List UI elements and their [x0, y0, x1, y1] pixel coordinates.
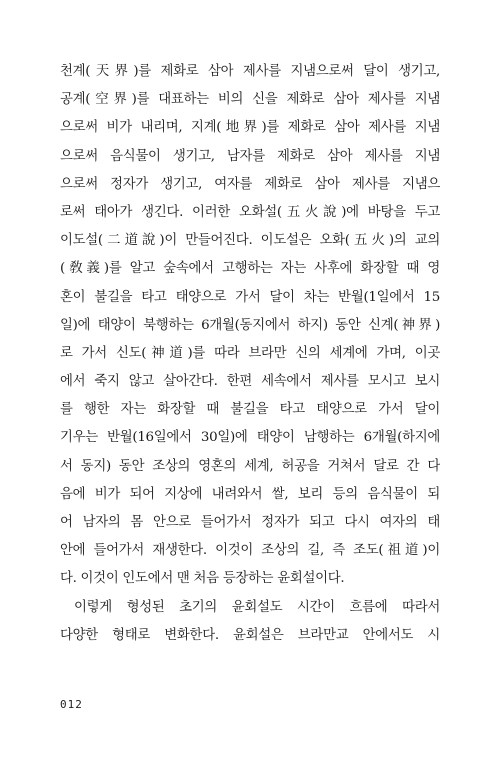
- text-line: 안에 들어가서 재생한다. 이것이 조상의 길, 즉 조도(祖道)이: [60, 543, 440, 559]
- text-line: 로써 태아가 생긴다. 이러한 오화설(五火說)에 바탕을 두고: [60, 204, 440, 220]
- text-line: 공계(空界)를 대표하는 비의 신을 제화로 삼아 제사를 지냄: [60, 92, 440, 108]
- text-line: 로 가서 신도(神道)를 따라 브라만 신의 세계에 가며, 이곳: [60, 345, 440, 361]
- text-line: 서 동지) 동안 조상의 영혼의 세계, 허공을 거쳐서 달로 간 다: [60, 458, 440, 474]
- text-line: (敎義)를 알고 숲속에서 고행하는 자는 사후에 화장할 때 영: [60, 261, 440, 277]
- text-line: 혼이 불길을 타고 태양으로 가서 달이 차는 반월(1일에서 15: [60, 289, 440, 305]
- text-line: 음에 비가 되어 지상에 내려와서 쌀, 보리 등의 음식물이 되: [60, 486, 440, 502]
- page-number: 012: [60, 698, 83, 711]
- text-line: 으로써 음식물이 생기고, 남자를 제화로 삼아 제사를 지냄: [60, 148, 440, 164]
- text-line: 으로써 비가 내리며, 지계(地界)를 제화로 삼아 제사를 지냄: [60, 120, 440, 136]
- text-line: 어 남자의 몸 안으로 들어가서 정자가 되고 다시 여자의 태: [60, 515, 440, 530]
- body-text: [60, 58, 440, 650]
- text-line: 기우는 반월(16일에서 30일)에 태양이 남행하는 6개월(하지에: [60, 430, 440, 446]
- text-line-paragraph-start: 이렇게 형성된 초기의 윤회설도 시간이 흐름에 따라서: [74, 599, 440, 615]
- text-line: 으로써 정자가 생기고, 여자를 제화로 삼아 제사를 지냄으: [60, 176, 440, 192]
- text-line-paragraph-end: 다. 이것이 인도에서 맨 처음 등장하는 윤회설이다.: [60, 571, 345, 587]
- text-line: 를 행한 자는 화장할 때 불길을 타고 태양으로 가서 달이: [60, 402, 440, 418]
- text-line: 일)에 태양이 북행하는 6개월(동지에서 하지) 동안 신계(神界): [60, 317, 440, 333]
- text-line: 다양한 형태로 변화한다. 윤회설은 브라만교 안에서도 시: [60, 627, 440, 643]
- text-line: 이도설(二道說)이 만들어진다. 이도설은 오화(五火)의 교의: [60, 233, 440, 249]
- text-line: 천계(天界)를 제화로 삼아 제사를 지냄으로써 달이 생기고,: [60, 64, 440, 79]
- text-line: 에서 죽지 않고 살아간다. 한편 세속에서 제사를 모시고 보시: [60, 374, 440, 390]
